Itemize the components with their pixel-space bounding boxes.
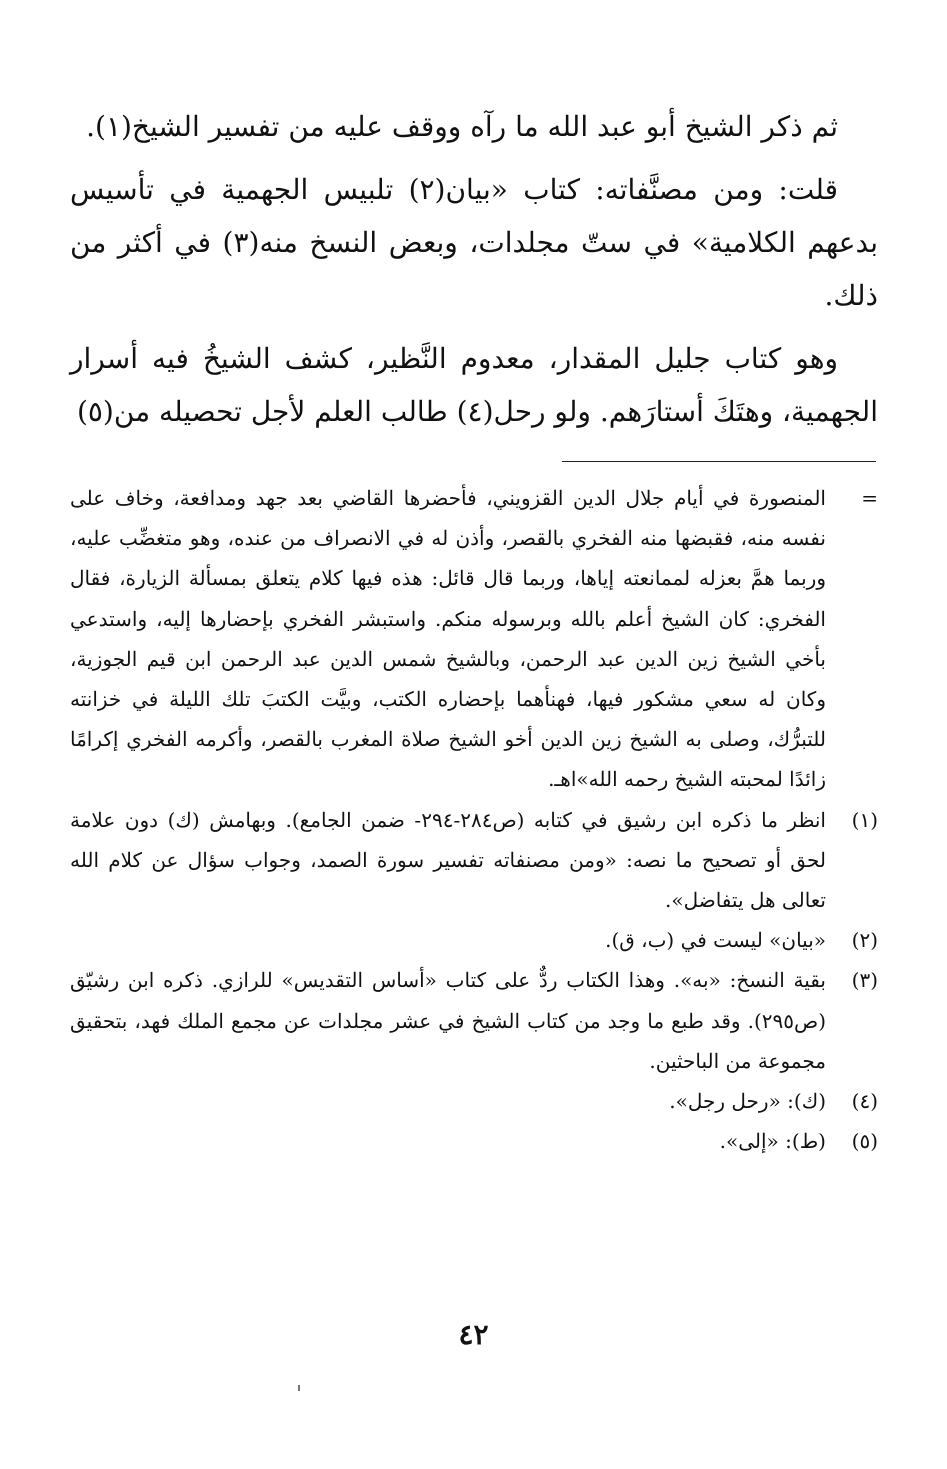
footnote-text: (ط): «إلى». [719, 1129, 826, 1154]
footnote-marker: (٤) [851, 1089, 878, 1114]
footnote [70, 800, 878, 921]
footnote-text: المنصورة في أيام جلال الدين القزويني، فأحضرها القاضي بعد جهد ومدافعة، وخاف على نفسه منه، فقبضها منه الفخري بالقصر، وأذن له في الانصراف من عنده، وهو متغضِّب عليه، وربما همَّ بعزله لممانعته إياها، وربما قال قائل: هذه فيها كلام يتعلق بمسألة الزيارة، فقال الفخري: كان الشيخ أعلم بالله وبرسوله منكم. واستبشر الفخري بإحضارها إليه، واستدعي بأخي الشيخ زين الدين عبد الرحمن، وبالشيخ شمس الدين عبد الرحمن ابن قيم الجوزية، وكان له سعي مشكور فيها، فهنأهما بإحضاره الكتب، وبيَّت الكتبَ تلك الليلة في خزانته للتبرُّك، وصلى به الشيخ زين الدين أخو الشيخ صلاة المغرب بالقصر، وأكرمه الفخري إكرامًا زائدًا لمحبته الشيخ رحمه الله»اهـ. [70, 486, 826, 792]
footnote [70, 478, 878, 800]
footnote-text: انظر ما ذكره ابن رشيق في كتابه (ص٢٨٤-٢٩٤- ضمن الجامع). وبهامش (ك) دون علامة لحق أو تصحيح ما نصه: «ومن مصنفاته تفسير سورة الصمد، وجواب سؤال عن كلام الله تعالى هل يتفاضل». [70, 807, 826, 913]
main-text [70, 100, 878, 448]
footnote-text: «بيان» ليست في (ب، ق). [605, 928, 826, 953]
footnote [70, 920, 878, 960]
footnotes-section [70, 478, 878, 1161]
footnote-marker: (٢) [851, 928, 878, 953]
footnote-marker: = [861, 486, 878, 510]
footnote [70, 1121, 878, 1161]
footnote [70, 960, 878, 1081]
footnote-separator [562, 461, 876, 462]
scan-speck [298, 1385, 300, 1391]
footnote-marker: (٥) [851, 1129, 878, 1154]
body-paragraph: وهو كتاب جليل المقدار، معدوم النَّظير، كشف الشيخُ فيه أسرار الجهمية، وهتَكَ أستارَهم. ولو رحل(٤) طالب العلم لأجل تحصيله من(٥) [70, 342, 878, 428]
footnote-text: (ك): «رحل رجل». [669, 1089, 826, 1114]
footnote-text: بقية النسخ: «به». وهذا الكتاب ردٌّ على كتاب «أساس التقديس» للرازي. ذكره ابن رشيّق (ص٢٩٥). وقد طبع ما وجد من كتاب الشيخ في عشر مجلدات عن مجمع الملك فهد، بتحقيق مجموعة من الباحثين. [70, 968, 826, 1073]
footnote-marker: (١) [851, 807, 878, 832]
footnote-marker: (٣) [851, 968, 878, 993]
body-paragraph: ثم ذكر الشيخ أبو عبد الله ما رآه ووقف عليه من تفسير الشيخ(١). [86, 110, 838, 143]
body-paragraph: قلت: ومن مصنَّفاته: كتاب «بيان(٢) تلبيس الجهمية في تأسيس بدعهم الكلامية» في ستّ مجلدات، وبعض النسخ منه(٣) في أكثر من ذلك. [70, 173, 879, 312]
footnote [70, 1081, 878, 1121]
page-number: ٤٢ [458, 1318, 489, 1351]
